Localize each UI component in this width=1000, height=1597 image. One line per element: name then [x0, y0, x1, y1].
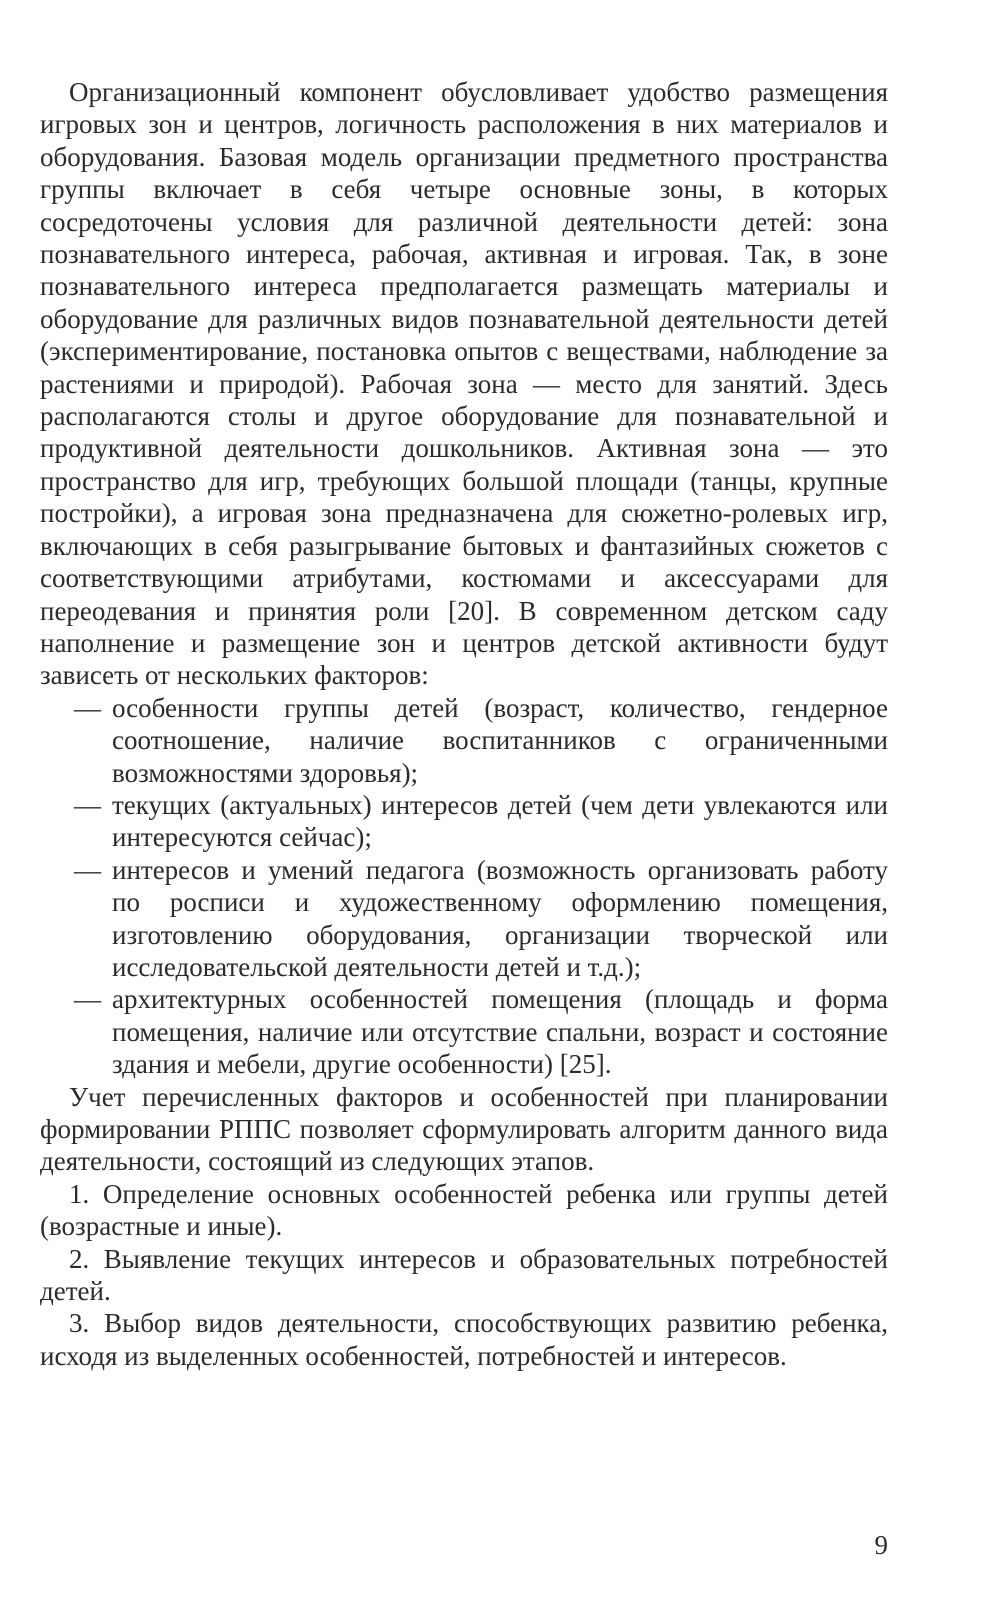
list-item — [40, 983, 888, 1080]
page-body — [40, 76, 888, 1372]
list-item: 3. Выбор видов деятельности, способствующих развитию ребенка, исходя из выделенных особенностей, потребностей и интересов. — [40, 1308, 888, 1371]
paragraph-organizational-component: Организационный компонент обусловливает удобство размещения игровых зон и центров, логичность расположения в них материалов и оборудования. Базовая модель организации предметного пространства группы включает в себя четыре основные зоны, в которых сосредоточены условия для различной деятельности детей: зона познавательного интереса, рабочая, активная и игровая. Так, в зоне познавательного интереса предполагается размещать материалы и оборудование для различных видов познавательной деятельности детей (экспериментирование, постановка опытов с веществами, наблюдение за растениями и природой). Рабочая зона — место для занятий. Здесь располагаются столы и другое оборудование для познавательной и продуктивной деятельности дошкольников. Активная зона — это пространство для игр, требующих большой площади (танцы, крупные постройки), а игровая зона предназначена для сюжетно-ролевых игр, включающих в себя разыгрывание бытовых и фантазийных сюжетов с соответствующими атрибутами, костюмами и аксессуарами для переодевания и принятия роли [20]. В современном детском саду наполнение и размещение зон и центров детской активности будут зависеть от нескольких факторов: — [40, 77, 888, 691]
dash-marker: — — [74, 692, 101, 723]
dash-marker: — — [74, 984, 101, 1015]
list-item — [40, 692, 888, 789]
list-item-text: интересов и умений педагога (возможность организовать работу по росписи и художественному оформлению помещения, изготовлению оборудования, организации творческой или исследовательской деятельности детей и т.д.); — [112, 854, 888, 982]
dash-marker: — — [74, 854, 101, 885]
list-item-text: особенности группы детей (возраст, количество, гендерное соотношение, наличие воспитанников с ограниченными возможностями здоровья); — [112, 692, 888, 788]
factors-list — [40, 692, 888, 1081]
paragraph-algorithm-intro: Учет перечисленных факторов и особенностей при планировании формировании РППС позволяет сформулировать алгоритм данного вида деятельности, состоящий из следующих этапов. — [40, 1081, 888, 1177]
dash-marker: — — [74, 789, 101, 820]
list-item: 2. Выявление текущих интересов и образовательных потребностей детей. — [40, 1243, 888, 1307]
algorithm-steps-list — [40, 1178, 888, 1372]
list-item — [40, 854, 888, 984]
list-item: 1. Определение основных особенностей ребенка или группы детей (возрастные и иные). — [40, 1178, 888, 1242]
list-item-text: архитектурных особенностей помещения (площадь и форма помещения, наличие или отсутствие спальни, возраст и состояние здания и мебели, другие особенности) [25]. — [112, 984, 888, 1080]
list-item-text: текущих (актуальных) интересов детей (чем дети увлекаются или интересуются сейчас); — [112, 789, 888, 853]
page-number: 9 — [874, 1530, 888, 1560]
list-item — [40, 789, 888, 854]
